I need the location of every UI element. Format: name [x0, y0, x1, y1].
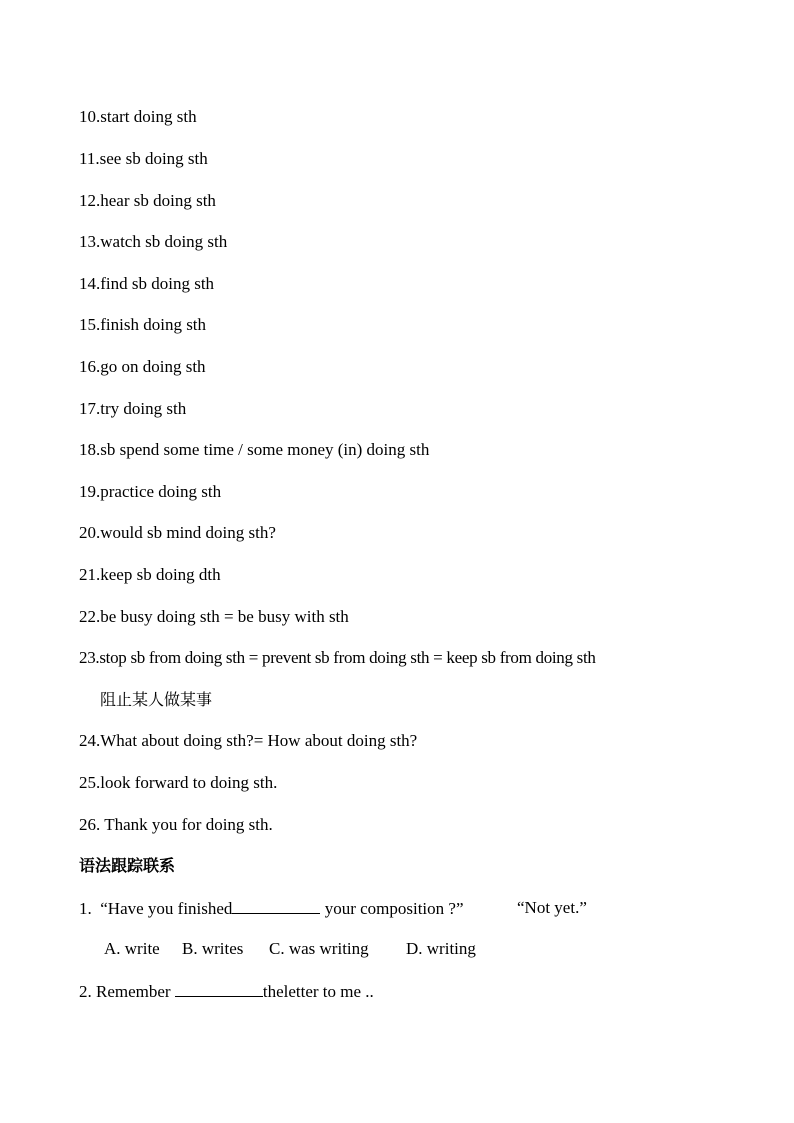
- question-1-suffix: your composition ?”: [320, 899, 464, 918]
- phrase-line: 17.try doing sth: [79, 399, 187, 418]
- phrase-line: 16.go on doing sth: [79, 357, 206, 376]
- question-1: [79, 898, 464, 919]
- phrase-line: 21.keep sb doing dth: [79, 565, 221, 584]
- phrase-line: 10.start doing sth: [79, 107, 197, 126]
- phrase-line: 11.see sb doing sth: [79, 149, 208, 168]
- answer-blank: [232, 898, 320, 914]
- phrase-line: 25.look forward to doing sth.: [79, 773, 278, 792]
- phrase-line: 19.practice doing sth: [79, 482, 222, 501]
- question-1-reply: “Not yet.”: [517, 898, 587, 917]
- answer-blank: [175, 981, 263, 997]
- phrase-line: 22.be busy doing sth = be busy with sth: [79, 607, 349, 626]
- phrase-line: 23.stop sb from doing sth = prevent sb from doing sth = keep sb from doing sth: [79, 648, 596, 667]
- question-2-suffix: theletter to me ..: [262, 982, 374, 1001]
- phrase-line: 13.watch sb doing sth: [79, 232, 228, 251]
- section-heading: 语法跟踪联系: [79, 856, 176, 875]
- option-a: A. write: [104, 939, 160, 958]
- option-b: B. writes: [182, 939, 244, 958]
- option-c: C. was writing: [269, 939, 369, 958]
- question-2: [79, 981, 374, 1002]
- question-1-prefix: 1. “Have you finished: [79, 899, 233, 918]
- phrase-translation: 阻止某人做某事: [100, 690, 213, 709]
- option-d: D. writing: [406, 939, 476, 958]
- question-2-prefix: 2. Remember: [79, 982, 175, 1001]
- phrase-line: 14.find sb doing sth: [79, 274, 215, 293]
- phrase-line: 24.What about doing sth?= How about doing sth?: [79, 731, 418, 750]
- phrase-line: 26. Thank you for doing sth.: [79, 815, 273, 834]
- phrase-line: 20.would sb mind doing sth?: [79, 523, 276, 542]
- phrase-line: 12.hear sb doing sth: [79, 191, 216, 210]
- phrase-line: 18.sb spend some time / some money (in) doing sth: [79, 440, 430, 459]
- phrase-line: 15.finish doing sth: [79, 315, 207, 334]
